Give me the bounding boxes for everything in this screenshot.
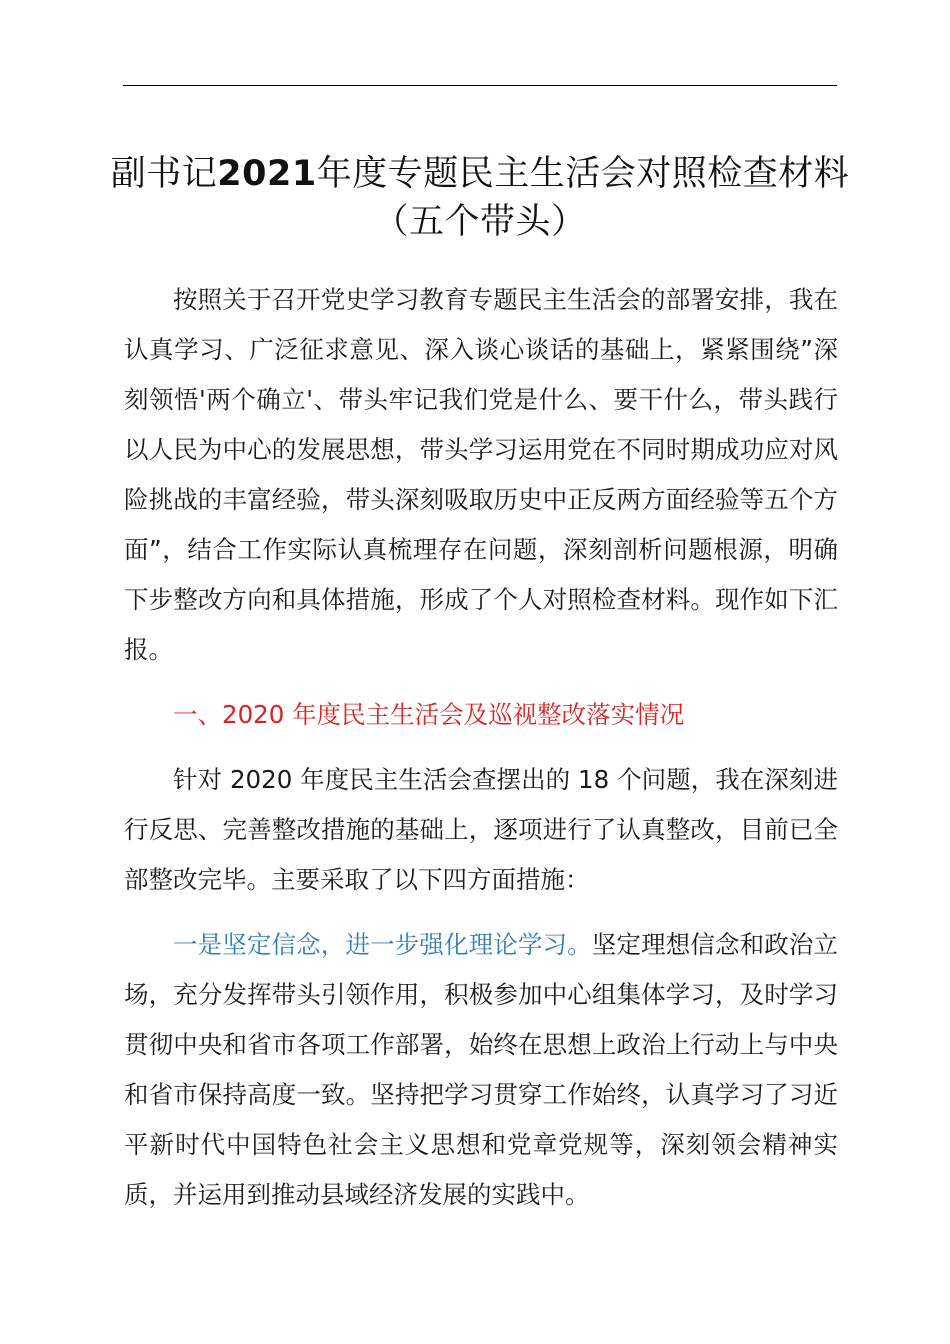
measure-1-body: 坚定理想信念和政治立场，充分发挥带头引领作用，积极参加中心组集体学习，及时学习贯彻中央和省市各项工作部署，始终在思想上政治上行动上与中央和省市保持高度一致。坚持把学习贯穿工作始终，认真学习了习近平新时代中国特色社会主义思想和党章党规等，深刻领会精神实质，并运用到推动县域经济发展的实践中。: [124, 930, 839, 1209]
intro-paragraph: 按照关于召开党史学习教育专题民主生活会的部署安排，我在认真学习、广泛征求意见、深入谈心谈话的基础上，紧紧围绕”深刻领悟'两个确立'、带头牢记我们党是什么、要干什么，带头践行以人民为中心的发展思想，带头学习运用党在不同时期成功应对风险挑战的丰富经验，带头深刻吸取历史中正反两方面经验等五个方面”，结合工作实际认真梳理存在问题，深刻剖析问题根源，明确下步整改方向和具体措施，形成了个人对照检查材料。现作如下汇报。: [124, 285, 838, 664]
measure-1-lead: 一是坚定信念，进一步强化理论学习。: [173, 930, 592, 959]
title-year: 2021: [217, 154, 317, 194]
document-title: [110, 150, 850, 246]
measure-1-paragraph: [124, 920, 838, 1220]
section-heading-1: 一、2020 年度民主生活会及巡视整改落实情况: [173, 700, 685, 729]
section-1-paragraph: 针对 2020 年度民主生活会查摆出的 18 个问题，我在深刻进行反思、完善整改措施的基础上，逐项进行了认真整改，目前已全部整改完毕。主要采取了以下四方面措施：: [124, 765, 838, 894]
title-prefix: 副书记: [110, 154, 218, 194]
header-rule: [123, 85, 837, 86]
title-suffix: 年度专题民主生活会对照检查材料（五个带头）: [316, 154, 850, 242]
